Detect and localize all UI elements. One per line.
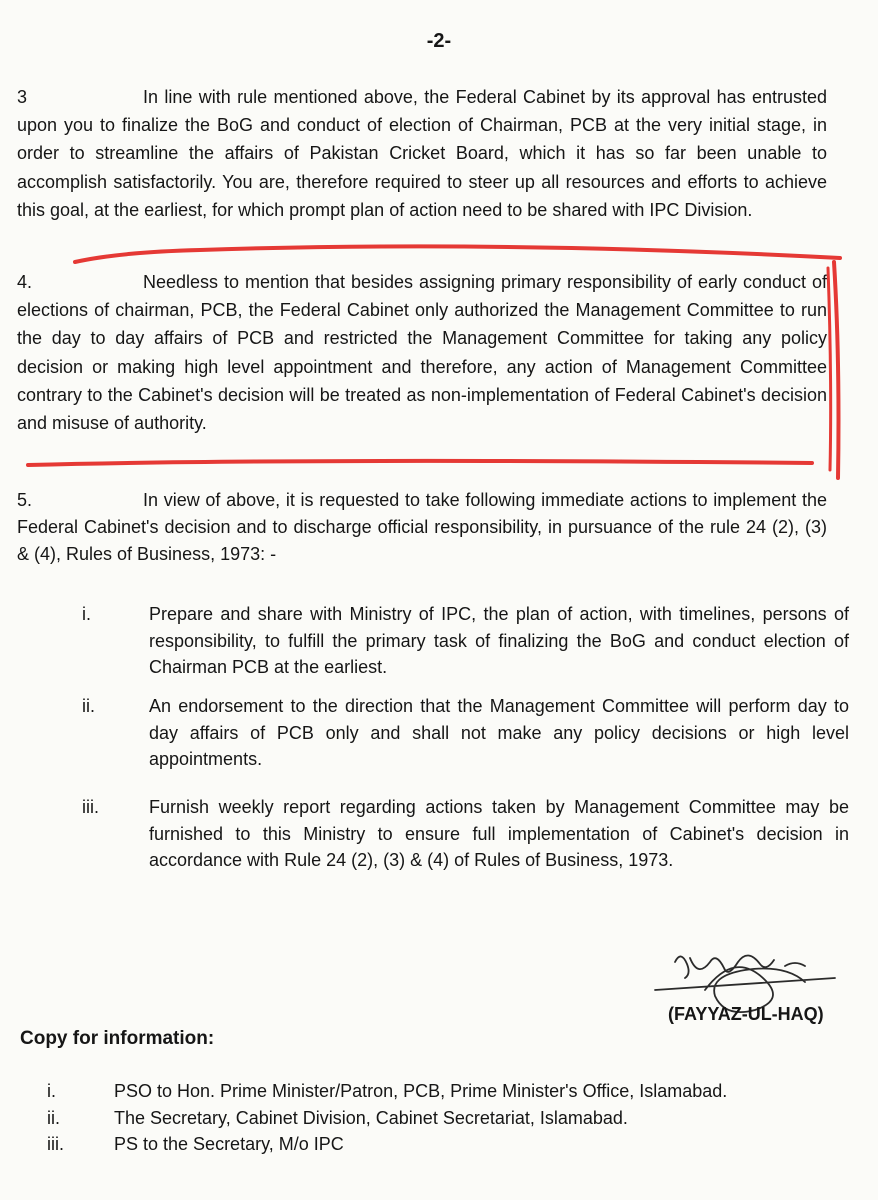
action-text: Furnish weekly report regarding actions taken by Management Committee may be furnished to this Ministry to ensure full implementation of Cabinet's decision in accordance with Rule 24 (2), (3) & (4) of Rules of Business, 1973. xyxy=(149,797,849,871)
paragraph-number: 5. xyxy=(17,490,33,510)
copy-title: Copy for information: xyxy=(20,1028,215,1049)
page-number: -2- xyxy=(426,30,452,52)
paragraph-text: Needless to mention that besides assigning primary responsibility of early conduct of elections of chairman, PCB, the Federal Cabinet only authorized the Management Committee to run the day to day affairs of PCB and restricted the Management Committee for taking any policy decision or making high level appointment and therefore, any action of Management Committee contrary to the Cabinet's decision will be treated as non-implementation of Federal Cabinet's decision and misuse of authority. xyxy=(17,272,827,434)
copy-roman: i. xyxy=(47,1081,56,1101)
signatory-name: (FAYYAZ-UL-HAQ) xyxy=(668,1004,824,1024)
paragraph-number: 4. xyxy=(17,272,33,292)
copy-roman: iii. xyxy=(47,1134,64,1154)
action-roman: i. xyxy=(82,604,91,624)
action-text: Prepare and share with Ministry of IPC, the plan of action, with timelines, persons of responsibility, to fulfill the primary task of finalizing the BoG and conduct election of Chairman PCB at the earliest. xyxy=(149,604,849,678)
action-roman: iii. xyxy=(82,797,99,817)
copy-roman: ii. xyxy=(47,1108,60,1128)
action-text: An endorsement to the direction that the Management Committee will perform day to day affairs of PCB only and shall not make any policy decisions or high level appointments. xyxy=(149,696,849,770)
paragraph-number: 3 xyxy=(17,87,28,107)
paragraph-text: In line with rule mentioned above, the Federal Cabinet by its approval has entrusted upon you to finalize the BoG and conduct of election of Chairman, PCB at the very initial stage, in order to streamline the affairs of Pakistan Cricket Board, which it has so far been unable to accomplish satisfactorily. You are, therefore required to steer up all resources and efforts to achieve this goal, at the earliest, for which prompt plan of action need to be shared with IPC Division. xyxy=(17,87,827,220)
copy-text: The Secretary, Cabinet Division, Cabinet Secretariat, Islamabad. xyxy=(114,1108,628,1128)
paragraph-text: In view of above, it is requested to take following immediate actions to implement the Federal Cabinet's decision and to discharge official responsibility, in pursuance of the rule 24 (2), (3) & (4), Rules of Business, 1973: - xyxy=(17,490,827,564)
copy-text: PSO to Hon. Prime Minister/Patron, PCB, Prime Minister's Office, Islamabad. xyxy=(114,1081,728,1101)
action-roman: ii. xyxy=(82,696,95,716)
copy-text: PS to the Secretary, M/o IPC xyxy=(114,1134,344,1154)
